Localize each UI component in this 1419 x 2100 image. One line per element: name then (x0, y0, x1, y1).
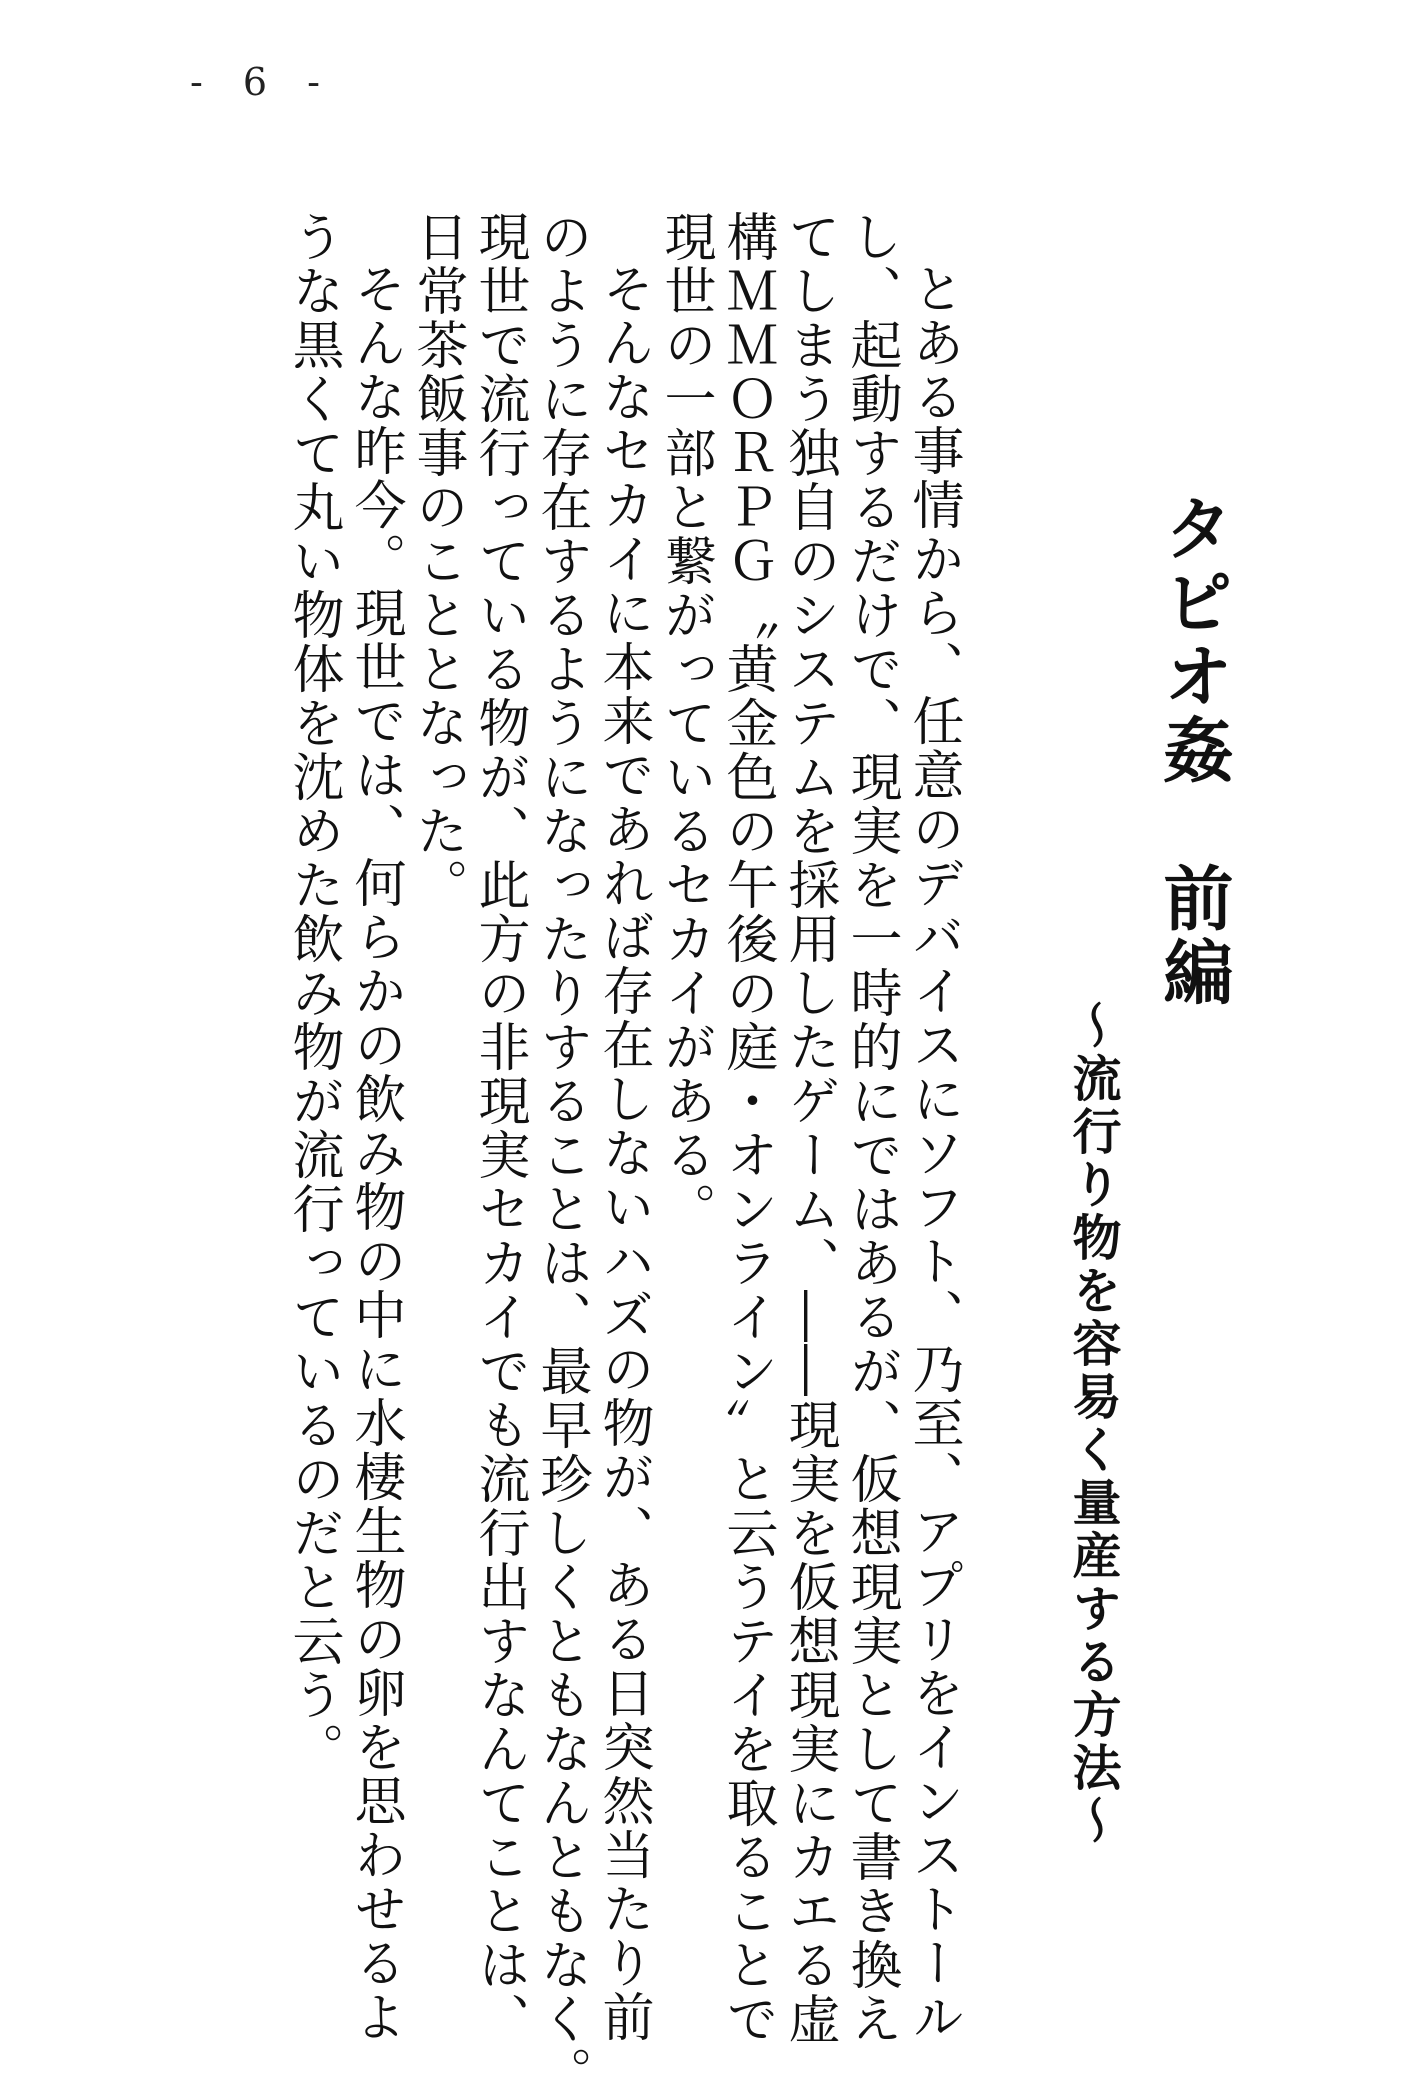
text-line: そんな昨今。現世では、何らかの飲み物の中に水棲生物の卵を思わせるよ (345, 262, 405, 2044)
page-number: - 6 - (190, 60, 335, 104)
body-text (282, 210, 964, 2100)
text-line: 構ＭＭＯＲＰＧ〝黄金色の午後の庭・オンライン〟と云うテイを取ることで (717, 210, 777, 2046)
text-line: 現世の一部と繋がっているセカイがある。 (655, 210, 715, 1236)
text-line: 日常茶飯事のこととなった。 (407, 210, 467, 912)
chapter-subtitle: ～流行り物を容易く量産する方法～ (1065, 1000, 1122, 1848)
text-line: し、起動するだけで、現実を一時的にではあるが、仮想現実として書き換え (841, 210, 901, 2046)
text-line: 現世で流行っている物が、此方の非現実セカイでも流行出すなんてことは、 (469, 210, 529, 2046)
text-line: てしまう独自のシステムを採用したゲーム、――現実を仮想現実にカエる虚 (779, 210, 839, 2046)
text-line: そんなセカイに本来であれば存在しないハズの物が、ある日突然当たり前 (593, 262, 653, 2044)
text-line: のように存在するようになったりすることは、最早珍しくともなんともなく。 (531, 210, 591, 2100)
chapter-title: タピオ姦 前編 (1152, 492, 1234, 1010)
text-line: とある事情から、任意のデバイスにソフト、乃至、アプリをインストール (903, 262, 963, 2044)
text-line: うな黒くて丸い物体を沈めた飲み物が流行っているのだと云う。 (283, 210, 343, 1776)
